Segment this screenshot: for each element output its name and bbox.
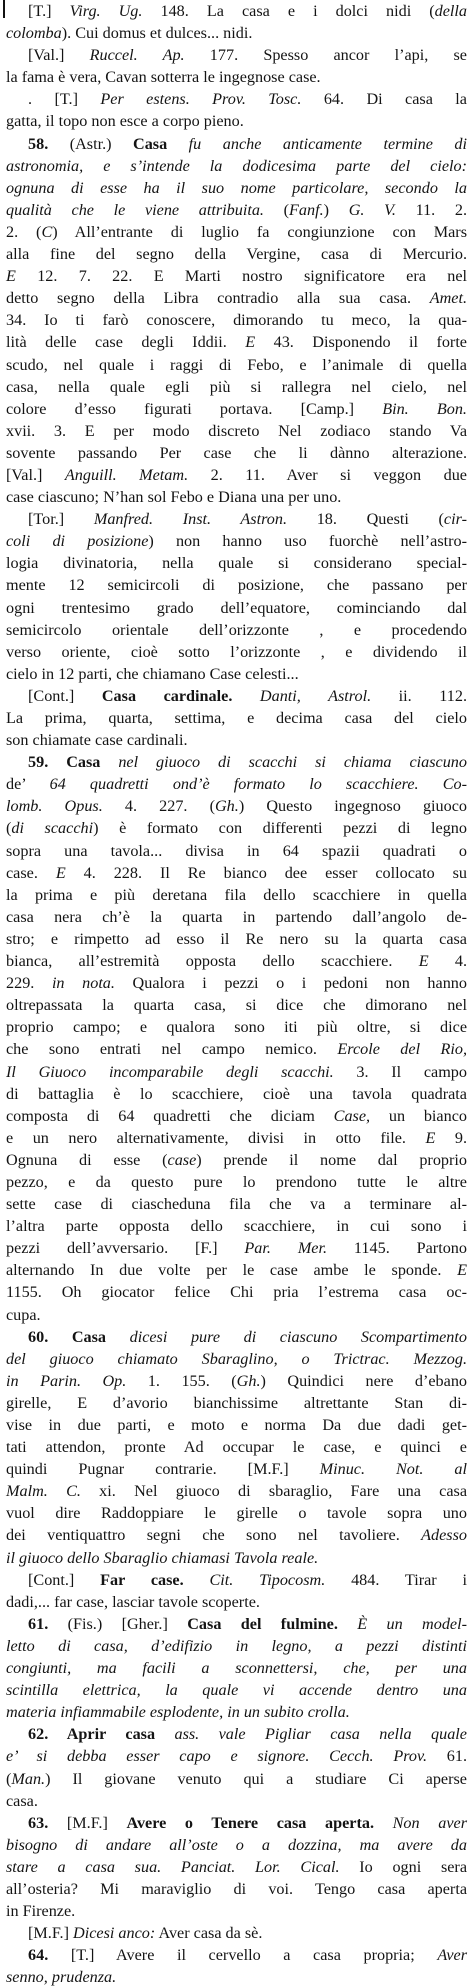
text-line (6, 1259, 467, 1281)
text-line (6, 884, 467, 906)
text-line (6, 155, 467, 177)
text-run: 4. 227. ( (102, 797, 215, 816)
text-run: scudo, nel quale i raggi di Febo, e l’animale di quella (6, 355, 467, 374)
text-line (6, 972, 467, 994)
text-line (6, 0, 467, 22)
text-run: della (434, 2, 467, 20)
text-run: Casa cardinale. (101, 686, 233, 705)
text-run: Cecch. Prov. (309, 1747, 428, 1766)
text-line (6, 110, 467, 132)
text-run: son chiamate case cardinali. (6, 731, 188, 750)
text-run: del giuoco chiamato Sbaraglino, o Trictrac. Mezzog. (6, 1349, 467, 1368)
text-line (6, 1834, 467, 1856)
text-run: e’ si debba esser capo e signore. (6, 1747, 310, 1766)
text-line (6, 663, 467, 685)
text-run: [Tor.] (28, 510, 94, 529)
text-line (6, 1436, 467, 1458)
text-run: Bin. Bon. (382, 399, 467, 418)
text-run: [Val.] (28, 46, 90, 65)
text-line (6, 1304, 467, 1326)
text-run: 64. (28, 1946, 71, 1965)
text-run: alternando In due volte per le case ambe le sponde. (6, 1261, 458, 1280)
text-run: scintilla elettrica, la quale vi accende dentro una (6, 1681, 467, 1700)
text-run: 60. (28, 1327, 72, 1346)
text-line (6, 1900, 467, 1922)
text-run: Dicesi anco: (73, 1924, 156, 1943)
text-line (6, 133, 467, 155)
text-line (6, 44, 467, 66)
text-run: Anguill. Metam. (64, 465, 189, 484)
text-run: Casa del fulmine. (187, 1614, 338, 1633)
text-line (6, 685, 467, 707)
text-run: ) All’entrante di luglio fa congiunzione con Mars (52, 222, 467, 241)
text-run: Man. (11, 1769, 46, 1788)
text-line (6, 1392, 467, 1414)
text-run: 229. (6, 974, 52, 993)
text-run: lità delle case degli Iddii. (6, 333, 246, 352)
text-line (6, 574, 467, 596)
text-run: Manfred. Inst. Astron. (93, 510, 288, 529)
text-run: sette case di ciascheduna fila che va a terminare al- (6, 1195, 467, 1214)
text-run: letto di casa, d’edifizio in legno, a pezzi distinti (6, 1636, 467, 1655)
text-run: colomba (6, 24, 62, 43)
text-run: materia infiammabile esplodente, in un subito crolla. (6, 1703, 350, 1722)
text-line (6, 1348, 467, 1370)
text-line (6, 66, 467, 88)
text-run: 2. 11. Aver si veggon due (188, 465, 467, 484)
text-run: E (425, 1128, 436, 1147)
text-run: 4. 228. Il Re bianco dee esser collocato su (65, 863, 468, 882)
text-run: ii. 112. (371, 686, 467, 705)
text-run: ) non hanno uso fuorchè nell’astro- (148, 532, 467, 551)
text-run: 1. 155. ( (126, 1371, 237, 1390)
text-run: ogni trentesimo grado dell’equatore, cominciando dal (6, 598, 467, 617)
text-line (6, 729, 467, 751)
text-run: cupa. (6, 1305, 41, 1324)
text-run: sopra una tavola... divisa in 64 spazii quadrati o (6, 841, 467, 860)
text-run: 18. Questi ( (287, 510, 444, 529)
text-line (6, 1105, 467, 1127)
text-run: . [T.] (28, 90, 101, 109)
text-line (6, 1922, 467, 1944)
text-run: nel giuoco di scacchi si chiama ciascuno (100, 753, 467, 772)
text-run: Casa (133, 134, 168, 153)
text-line (6, 309, 467, 331)
text-run: gatta, il topo non esce a corpo pieno. (6, 112, 244, 131)
text-run: [M.F.] (28, 1924, 74, 1943)
text-line (6, 552, 467, 574)
text-line (6, 1812, 467, 1834)
text-run: che sono entrati nel campo nemico. (6, 1040, 338, 1059)
text-run: colore d’esso figurati portava. [Camp.] (6, 399, 383, 418)
text-line (6, 862, 467, 884)
text-line (6, 1723, 467, 1745)
text-run: ) Il giovane venuto qui a studiare Ci aperse (45, 1769, 467, 1788)
text-run: Danti, Astrol. (232, 686, 372, 705)
text-run: Avere o Tenere casa aperta. (126, 1813, 375, 1832)
text-line (6, 1966, 467, 1988)
text-run: [T.] (28, 2, 70, 20)
text-run: È un model- (337, 1614, 468, 1633)
text-run: girelle, E d’avorio bianchissime altrettante Stan di- (6, 1393, 467, 1412)
text-line (6, 641, 467, 663)
text-run: semicircolo orientale dell’orizzonte , e procedendo (6, 620, 467, 639)
text-line (6, 773, 467, 795)
text-run: di battaglia è lo scacchiere, cioè una tavola quadrata (6, 1084, 467, 1103)
text-run: Per estens. Prov. Tosc. (100, 90, 302, 109)
text-line (6, 1149, 467, 1171)
text-line (6, 376, 467, 398)
text-line (6, 464, 467, 486)
text-run: senno, prudenza. (6, 1968, 117, 1987)
text-run: in nota. (51, 974, 115, 993)
text-run: ) Quindici nere d’ebano (260, 1371, 468, 1390)
text-line (6, 354, 467, 376)
text-run: 59. (28, 753, 67, 772)
text-run: [M.F.] (66, 1813, 127, 1832)
text-run: case (167, 1150, 197, 1169)
text-line (6, 177, 467, 199)
text-line (6, 265, 467, 287)
text-run: 34. Io ti farò conoscere, dimorando tu meco, la qua- (6, 311, 467, 330)
text-run: Far case. (100, 1570, 184, 1589)
text-run: in Parin. Op. (6, 1371, 127, 1390)
text-run: stro; e rimpetto ad esso il Re nero su la quarta casa (6, 929, 467, 948)
text-line (6, 88, 467, 110)
text-run: [Cont.] (28, 686, 102, 705)
text-line (6, 287, 467, 309)
text-run: ognuna di esse ha il suo nome particolare, secondo la (6, 178, 467, 197)
text-line (6, 1701, 467, 1723)
text-run: 9. (435, 1128, 467, 1147)
text-run: ) Questo ingegnoso giuoco (238, 797, 467, 816)
text-line (6, 597, 467, 619)
text-run: casa. (6, 1791, 38, 1810)
text-line (6, 1613, 467, 1635)
text-run: case. (6, 863, 56, 882)
text-run: Gh. (236, 1371, 261, 1390)
text-line (6, 1745, 467, 1767)
text-run: La prima, quarta, settima, e decima casa del cielo (6, 709, 467, 727)
text-run: Ercole del Rio, (337, 1040, 467, 1059)
text-line (6, 1524, 467, 1546)
text-run: dicesi pure di ciascuno Scompartimento (106, 1327, 467, 1346)
text-run: ( (263, 200, 290, 219)
text-line (6, 840, 467, 862)
text-run: 63. (28, 1813, 67, 1832)
text-run: Io ogni sera (339, 1857, 467, 1876)
text-run: ( (6, 1769, 12, 1788)
text-run: ) (323, 200, 349, 219)
text-run: Gh. (214, 797, 239, 816)
text-line (6, 751, 467, 773)
text-run: Co- (418, 775, 468, 794)
text-line (6, 1215, 467, 1237)
text-line (6, 1547, 467, 1569)
text-line (6, 1171, 467, 1193)
text-run: C (41, 222, 53, 241)
text-line (6, 243, 467, 265)
text-run: composta di 64 quadretti che diciam (6, 1106, 334, 1125)
text-run: Casa (71, 1327, 107, 1346)
text-line (6, 1326, 467, 1348)
text-run: in Firenze. (6, 1902, 76, 1921)
text-run: Adesso (421, 1526, 467, 1545)
column-rule (3, 0, 5, 18)
text-run: dei ventiquattro segni che sono nel tavoliere. (6, 1526, 422, 1545)
text-run: vuol dire Raddoppiare le girelle o tavole sopra uno (6, 1504, 467, 1523)
text-run: la fama è vera, Cavan sotterra le ingegnose case. (6, 68, 321, 87)
text-line (6, 331, 467, 353)
text-run: la prima e più deretana fila dello scacchiere in quella (6, 885, 467, 904)
text-run: Ruccel. Ap. (89, 46, 185, 65)
text-run: di scacchi (11, 819, 94, 838)
text-run: 58. (28, 134, 70, 153)
text-run: E (245, 333, 256, 352)
text-run: bianca, all’estremità opposta dello scacchiere. (6, 952, 419, 971)
text-run: ) prende il nome dal proprio (196, 1150, 467, 1169)
text-run: stare a casa sua. Panciat. Lor. Cical. (6, 1857, 340, 1876)
text-run: Ognuna di esse ( (6, 1150, 168, 1169)
text-line (6, 707, 467, 729)
text-run: tati attendon, pronte Ad occupar le case, e quinci e (6, 1438, 467, 1457)
text-run: ) è formato con differenti pezzi di legno (93, 819, 467, 838)
text-run: dadi,... far case, lasciar tavole scoperte. (6, 1592, 260, 1611)
text-line (6, 1193, 467, 1215)
text-run: 61. (427, 1747, 468, 1766)
text-run: xvii. 3. E per modo discreto Nel zodiaco stando Va (6, 421, 467, 440)
text-line (6, 906, 467, 928)
text-run: lomb. Opus. (6, 797, 103, 816)
text-run: Virg. Ug. (69, 2, 143, 20)
text-line (6, 1768, 467, 1790)
text-run: ass. vale Pigliar casa nella quale (155, 1725, 467, 1744)
text-run: ). Cui domus et dulces... nidi. (61, 24, 253, 43)
text-run: xi. Nel giuoco di sbaraglio, Fare una casa (80, 1482, 468, 1501)
text-line (6, 1502, 467, 1524)
text-run: Malm. C. (6, 1482, 81, 1501)
text-line (6, 442, 467, 464)
text-line (6, 795, 467, 817)
text-run: e un nero alternativamente, divisi in otto file. (6, 1128, 426, 1147)
text-run: Qualora i pezzi o i pedoni non hanno (114, 974, 467, 993)
text-run: il giuoco dello Sbaraglio chiamasi Tavola reale. (6, 1548, 319, 1567)
text-line (6, 22, 467, 44)
text-run: (Fis.) [Gher.] (67, 1614, 188, 1633)
text-run: case ciascuno; N’han sol Febo e Diana una per uno. (6, 488, 342, 507)
text-run: alla fine del segno della Vergine, casa di Mercurio. (6, 245, 467, 264)
text-run: fu anche anticamente termine di (167, 134, 467, 153)
text-line (6, 1061, 467, 1083)
text-run: cir- (443, 510, 467, 529)
text-run: 11. 2. (395, 200, 467, 219)
text-run: 64. Di casa la (301, 90, 467, 109)
text-run: G. V. (348, 200, 396, 219)
text-line (6, 530, 467, 552)
text-run: Amet. (429, 289, 467, 308)
text-line (6, 1237, 467, 1259)
text-run: E (6, 267, 16, 286)
text-run: qualità che le viene attribuita. (6, 200, 264, 219)
text-run: all’osteria? Mi maraviglio di voi. Tengo casa aperta (6, 1879, 467, 1898)
text-run: de’ (6, 775, 50, 794)
text-run: Casa (66, 753, 101, 772)
text-line (6, 817, 467, 839)
text-run: un bianco (370, 1106, 467, 1125)
text-run: 12. 7. 22. E Marti nostro significatore era nel (15, 267, 467, 286)
text-run: coli di posizione (6, 532, 149, 551)
text-line (6, 1480, 467, 1502)
text-run: casa, nella quale egli più si rallegra nel cielo, nel (6, 377, 467, 396)
text-run: Non aver (374, 1813, 468, 1832)
text-run: Aver (437, 1946, 467, 1965)
text-line (6, 221, 467, 243)
text-line (6, 1635, 467, 1657)
text-run: [T.] Avere il cervello a casa propria; (70, 1946, 438, 1965)
text-line (6, 1790, 467, 1812)
text-line (6, 994, 467, 1016)
text-run: 62. (28, 1725, 67, 1744)
text-line (6, 486, 467, 508)
text-run: 484. Tirar i (325, 1570, 468, 1589)
text-run: quindi Pugnar contrarie. [M.F.] (6, 1460, 320, 1479)
text-run: 4. (428, 952, 467, 971)
text-run: (Astr.) (69, 134, 134, 153)
text-run: Fanf. (289, 200, 324, 219)
text-run: pezzi dell’avversario. [F.] (6, 1239, 245, 1258)
text-run: l’altra parte opposta dello scacchiere, in cui sono i (6, 1217, 467, 1236)
text-run: [Cont.] (28, 1570, 101, 1589)
text-run: bisogno di andare all’oste o a dozzina, ma avere da (6, 1835, 467, 1854)
text-line (6, 950, 467, 972)
text-run: congiunti, ma facili a sconnettersi, che, per una (6, 1659, 467, 1678)
text-line (6, 1016, 467, 1038)
text-run: [Val.] (6, 465, 65, 484)
text-line (6, 1281, 467, 1303)
entry-text (6, 0, 467, 1988)
text-line (6, 1083, 467, 1105)
text-run: E (457, 1261, 467, 1280)
text-line (6, 199, 467, 221)
text-run: oltrepassata la quarta casa, si dice che dimorano nel (6, 996, 467, 1015)
text-run: E (418, 952, 429, 971)
text-run: Il Giuoco incomparabile degli scacchi. (6, 1062, 334, 1081)
text-line (6, 619, 467, 641)
text-run: 148. La casa e i dolci nidi ( (142, 2, 435, 20)
text-run: 1155. Oh giocator felice Chi pria l’estrema casa oc- (6, 1283, 467, 1302)
text-run: 3. Il campo (333, 1062, 467, 1081)
text-run: 1145. Partono (327, 1239, 467, 1258)
text-line (6, 420, 467, 442)
text-run: cielo in 12 parti, che chiamano Case celesti... (6, 664, 299, 683)
text-run: Minuc. Not. al (319, 1460, 467, 1479)
text-line (6, 1414, 467, 1436)
text-line (6, 1878, 467, 1900)
text-run: 64 quadretti ond’è formato lo scacchiere. (49, 775, 419, 794)
text-line (6, 1591, 467, 1613)
text-line (6, 928, 467, 950)
text-line (6, 398, 467, 420)
text-line (6, 1127, 467, 1149)
text-run: 2. ( (6, 222, 42, 241)
text-line (6, 1657, 467, 1679)
text-run: Cit. Tipocosm. (183, 1570, 326, 1589)
text-run: casa nera ch’è la quarta in partendo dall’angolo de- (6, 907, 467, 926)
text-line (6, 1458, 467, 1480)
text-run: Par. Mer. (244, 1239, 328, 1258)
text-line (6, 1038, 467, 1060)
text-run: E (55, 863, 66, 882)
text-run: verso oriente, cioè sotto l’orizzonte , e dividendo il (6, 642, 467, 661)
text-run: 61. (28, 1614, 68, 1633)
text-run: proprio campo; e qualora sono iti più oltre, si dice (6, 1018, 467, 1037)
text-run: Case, (333, 1106, 371, 1125)
text-line (6, 1370, 467, 1392)
text-run: Aver casa da sè. (155, 1924, 263, 1943)
text-line (6, 1679, 467, 1701)
text-line (6, 1856, 467, 1878)
text-run: vise in due parti, e moto e norma Da due dadi get- (6, 1416, 467, 1434)
text-line (6, 1944, 467, 1966)
text-run: pezzo, e da questo pure lo prendono tutte le altre (6, 1172, 467, 1191)
text-run: 43. Disponendo il forte (255, 333, 467, 352)
text-run: 177. Spesso ancor l’api, se (184, 46, 467, 65)
text-run: detto segno della Libra contradio alla sua casa. (6, 289, 430, 308)
text-run: Aprir casa (66, 1725, 156, 1744)
text-run: mente 12 semicircoli di posizione, che passano per (6, 576, 467, 595)
text-run: logia divinatoria, nella quale si considerano special- (6, 554, 467, 573)
text-run: sovente passando Per case che li dànno alterazione. (6, 443, 467, 462)
text-line (6, 1569, 467, 1591)
text-run: astronomia, e s’intende la dodicesima parte del cielo: (6, 156, 467, 175)
text-run: ( (6, 819, 12, 838)
text-line (6, 508, 467, 530)
